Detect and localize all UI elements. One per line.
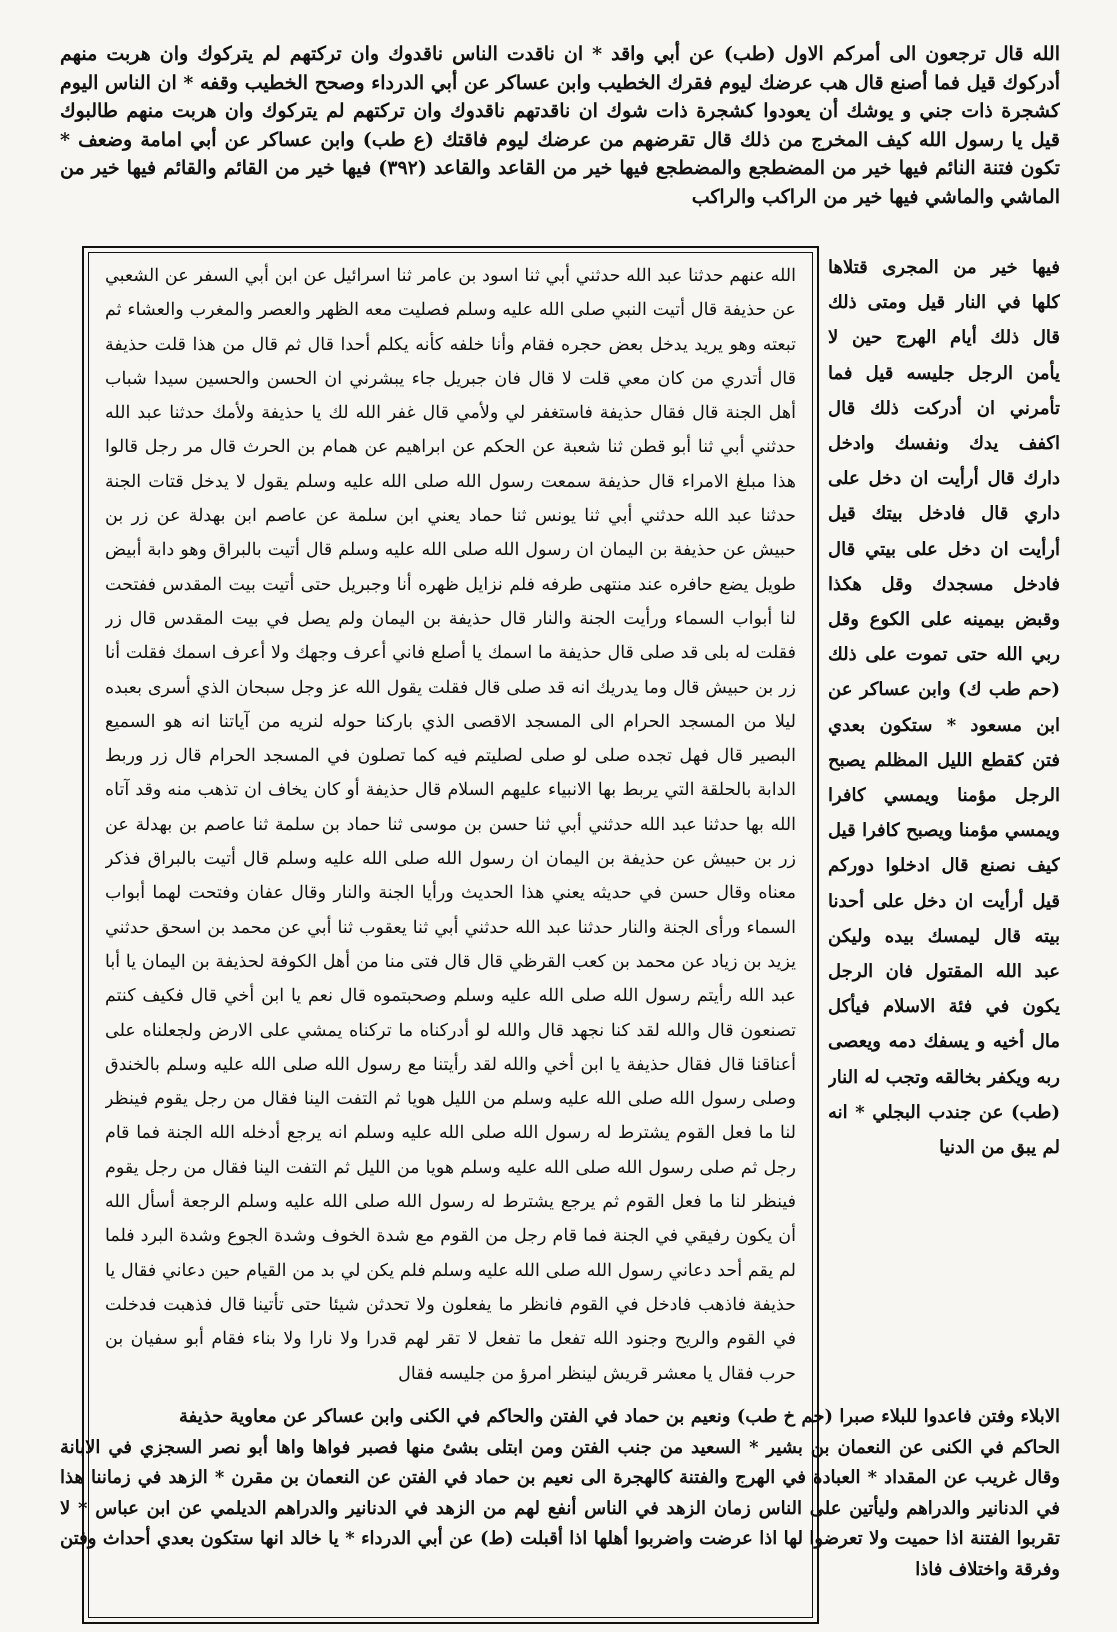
header-text-block: [60, 40, 1060, 245]
footer-line-tail: حذيفة: [178, 1406, 224, 1427]
main-text: الله عنهم حدثنا عبد الله حدثني أبي ثنا اسود بن عامر ثنا اسرائيل عن ابن أبي السفر عن الشعبي عن حذيفة قال أتيت النبي صلى الله عليه وسلم فصليت معه الظهر والعصر والمغرب والعشاء ثم تبعته وهو يريد يدخل بعض حجره فقام وأنا خلفه كأنه يكلم أحدا قال ثم قال من هذا قلت حذيفة قال أتدري من كان معي قلت لا قال فان جبريل جاء يبشرني ان الحسن والحسين سيدا شباب أهل الجنة قال فقال حذيفة فاستغفر لي ولأمي قال غفر الله لك يا حذيفة ولأمك حدثنا عبد الله حدثني أبي ثنا أبو قطن ثنا شعبة عن الحكم عن ابراهيم عن همام بن الحرث قال مر رجل قالوا هذا مبلغ الامراء قال حذيفة سمعت رسول الله صلى الله عليه وسلم يقول لا يدخل قتات الجنة حدثنا عبد الله حدثني أبي ثنا يونس ثنا حماد يعني ابن سلمة عن عاصم ابن بهدلة عن زر بن حبيش عن حذيفة بن اليمان ان رسول الله صلى الله عليه وسلم قال أتيت بالبراق وهو دابة أبيض طويل يضع حافره عند منتهى طرفه فلم نزايل ظهره أنا وجبريل حتى أتيت بيت المقدس ففتحت لنا أبواب السماء ورأيت الجنة والنار قال حذيفة بن اليمان ولم يصل في بيت المقدس قال زر فقلت له بلى قد صلى قال حذيفة ما اسمك يا أصلع فاني أعرف وجهك ولا أعرف اسمك فقلت أنا زر بن حبيش قال وما يدريك انه قد صلى قال فقلت يقول الله عز وجل سبحان الذي أسرى بعبده ليلا من المسجد الحرام الى المسجد الاقصى الذي باركنا حوله لنريه من آياتنا انه هو السميع البصير قال فهل تجده صلى لو صلى لصليتم فيه كما تصلون في المسجد الحرام قال زر وربط الدابة بالحلقة التي يربط بها الانبياء عليهم السلام قال حذيفة أو كان يخاف ان تذهب منه وقد آتاه الله بها حدثنا عبد الله حدثني أبي ثنا حسن بن موسى ثنا حماد بن سلمة ثنا عاصم بن بهدلة عن زر بن حبيش عن حذيفة بن اليمان ان رسول الله صلى الله عليه وسلم قال أتيت بالبراق فذكر معناه وقال حسن في حديثه يعني هذا الحديث ورأيا الجنة والنار وقال عفان وفتحت لهما أبواب السماء ورأى الجنة والنار حدثنا عبد الله حدثني أبي ثنا يعقوب ثنا أبي عن محمد بن اسحق حدثني يزيد بن زياد عن محمد بن كعب القرظي قال قال فتى منا من أهل الكوفة لحذيفة بن اليمان يا أبا عبد الله رأيتم رسول الله صلى الله عليه وسلم وصحبتموه قال نعم يا ابن أخي قال فكيف كنتم تصنعون قال والله لقد كنا نجهد قال والله لو أدركناه ما تركناه يمشي على الارض ولجعلناه على أعناقنا قال فقال حذيفة يا ابن أخي والله لقد رأيتنا مع رسول الله صلى الله عليه وسلم بالخندق وصلى رسول الله صلى الله عليه وسلم من الليل هويا ثم التفت الينا فقال من رجل يقوم فينظر لنا ما فعل القوم يشترط له رسول الله صلى الله عليه وسلم انه يرجع أدخله الله الجنة فما قام رجل ثم صلى رسول الله صلى الله عليه وسلم هويا من الليل ثم التفت الينا فقال من رجل يقوم فينظر لنا ما فعل القوم ثم يرجع يشترط له رسول الله صلى الله عليه وسلم الرجعة أسأل الله أن يكون رفيقي في الجنة فما قام رجل من القوم مع شدة الخوف وشدة الجوع وشدة البرد فلما لم يقم أحد دعاني رسول الله صلى الله عليه وسلم فلم يكن لي بد من القيام حين دعاني فقال يا حذيفة فاذهب فادخل في القوم فانظر ما يفعلون ولا تحدثن شيئا حتى تأتينا قال فذهبت فدخلت في القوم والريح وجنود الله تفعل ما تفعل لا تقر لهم قدرا ولا نارا ولا بناء فقام أبو سفيان بن حرب فقال يا معشر قريش لينظر امرؤ من جليسه فقال: [105, 266, 796, 1384]
footer-paragraph: الحاكم في الكنى عن النعمان بن بشير * السعيد من جنب الفتن ومن ابتلى بشئ منها فصبر فواها واها أبو نصر السجزي في الابانة وقال غريب عن المقداد * العبادة في الهرج والفتنة كالهجرة الى نعيم بن حماد في الفتن عن النعمان بن مقرن * الزهد في زماننا هذا في الدنانير والدراهم وليأتين على الناس زمان الزهد في الناس أنفع لهم من الزهد في الدنانير والدراهم الديلمي عن ابن عباس * لا تقربوا الفتنة اذا حميت ولا تعرضوا لها اذا عرضت واضربوا أهلها اذا أقبلت (ط) عن أبي الدرداء * يا خالد انها ستكون بعدي أحداث وفتن وفرقة واختلاف فاذا: [60, 1436, 1060, 1580]
header-paragraph: الله قال ترجعون الى أمركم الاول (طب) عن أبي واقد * ان ناقدت الناس ناقدوك وان تركتهم لم يتركوك وان هربت منهم أدركوك قيل فما أصنع قال هب عرضك ليوم فقرك الخطيب وابن عساكر عن أبي الدرداء وصحح الخطيب وقفه * ان الناس اليوم كشجرة ذات جني و يوشك أن يعودوا كشجرة ذات شوك ان ناقدتهم ناقدوك وان تركتهم لم يتركوك وان هربت منهم طالبوك قيل يا رسول الله كيف المخرج من ذلك قال تقرضهم من عرضك ليوم فاقتك (ع طب) وابن عساكر عن أبي امامة وضعف * تكون فتنة النائم فيها خير من المضطجع والمضطجع فيها خير من القاعد والقاعد: [60, 43, 1060, 179]
page-number: (٣٩٢): [378, 157, 427, 179]
header-paragraph-tail: فيها خير من القائم والقائم فيها خير من الماشي والماشي فيها خير من الراكب والراكب: [60, 157, 1060, 208]
margin-text: فيها خير من المجرى قتلاها كلها في النار قيل ومتى ذلك قال ذلك أيام الهرج حين لا يأمن الرجل جليسه قيل فما تأمرني ان أدركت ذلك قال اكفف يدك ونفسك وادخل دارك قال أرأيت ان دخل على داري قال فادخل بيتك قيل أرأيت ان دخل على بيتي قال فادخل مسجدك وقل هكذا وقبض بيمينه على الكوع وقل ربي الله حتى تموت على ذلك (حم طب ك) وابن عساكر عن ابن مسعود * ستكون بعدي فتن كقطع الليل المظلم يصبح الرجل مؤمنا ويمسي كافرا ويمسي مؤمنا ويصبح كافرا قيل كيف نصنع قال ادخلوا دوركم قيل أرأيت ان دخل على أحدنا بيته قال ليمسك بيده وليكن عبد الله المقتول فان الرجل يكون في فئة الاسلام فيأكل مال أخيه و يسفك دمه ويعصى ربه ويكفر بخالقه وتجب له النار (طب) عن جندب البجلي * انه لم يبق من الدنيا: [828, 257, 1060, 1159]
footer-line: الابلاء وفتن فاعدوا للبلاء صبرا (حم خ طب) ونعيم بن حماد في الفتن والحاكم في الكنى وابن عساكر عن معاوية: [229, 1406, 1060, 1427]
footer-text-block: [60, 1402, 1060, 1587]
